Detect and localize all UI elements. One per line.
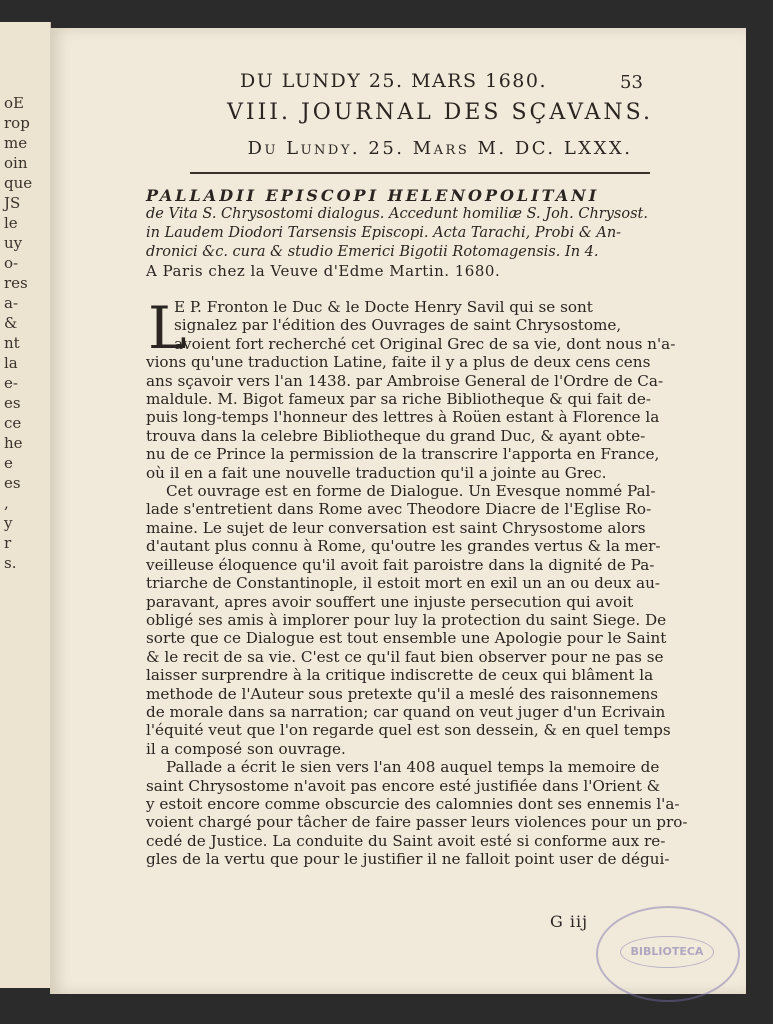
article-line: paravant, apres avoir souffert une injuste persecution qui avoit (146, 592, 634, 611)
article-line: avoient fort recherché cet Original Grec de sa vie, dont nous n'a- (174, 334, 676, 353)
prev-page-fragment: y (4, 514, 13, 532)
article-line: laisser surprendre à la critique indiscrette de ceux qui blâment la (146, 666, 654, 685)
book-title-line: dronici &c. cura & studio Emerici Bigotii Rotomagensis. In 4. (146, 244, 599, 260)
page-number: 53 (620, 72, 643, 93)
prev-page-fragment: me (4, 134, 28, 152)
prev-page-fragment: s. (4, 554, 17, 572)
prev-page-fragment: rop (4, 114, 30, 132)
article-line: d'autant plus connu à Rome, qu'outre les grandes vertus & la mer- (146, 537, 661, 556)
prev-page-fragment: es (4, 394, 21, 412)
book-page (50, 28, 746, 994)
prev-page-fragment: he (4, 434, 23, 452)
article-line: & le recit de sa vie. C'est ce qu'il faut bien observer pour ne pas se (146, 647, 664, 666)
article-line: Cet ouvrage est en forme de Dialogue. Un Evesque nommé Pal- (166, 482, 656, 501)
article-line: obligé ses amis à implorer pour luy la protection du saint Siege. De (146, 610, 667, 629)
prev-page-fragment: es (4, 474, 21, 492)
article-line: lade s'entretient dans Rome avec Theodore Diacre de l'Eglise Ro- (146, 500, 652, 519)
article-line: puis long-temps l'honneur des lettres à Roüen estant à Florence la (146, 408, 660, 427)
article-line: nu de ce Prince la permission de la transcrire l'apporta en France, (146, 445, 660, 464)
prev-page-fragment: o- (4, 254, 19, 272)
article-line: cedé de Justice. La conduite du Saint avoit esté si conforme aux re- (146, 831, 666, 850)
book-title-line: in Laudem Diodori Tarsensis Episcopi. Acta Tarachi, Probi & An- (146, 225, 622, 241)
signature-mark: G iij (550, 912, 589, 931)
article-line: il a composé son ouvrage. (146, 739, 346, 758)
book-title-line: PALLADII EPISCOPI HELENOPOLITANI (146, 186, 600, 205)
article-line: veilleuse éloquence qu'il avoit fait paroistre dans la dignité de Pa- (146, 555, 655, 574)
article-line: trouva dans la celebre Bibliotheque du grand Duc, & ayant obte- (146, 426, 646, 445)
prev-page-fragment: res (4, 274, 28, 292)
prev-page-fragment: & (4, 314, 18, 332)
article-line: maine. Le sujet de leur conversation est saint Chrysostome alors (146, 518, 646, 537)
article-line: où il en a fait une nouvelle traduction qu'il a jointe au Grec. (146, 463, 607, 482)
prev-page-fragment: que (4, 174, 33, 192)
running-title: DU LUNDY 25. MARS 1680. (240, 70, 548, 92)
article-line: y estoit encore comme obscurcie des calomnies dont ses ennemis l'a- (146, 794, 680, 813)
prev-page-fragment: le (4, 214, 18, 232)
article-line: E P. Fronton le Duc & le Docte Henry Savil qui se sont (174, 298, 593, 316)
article-line: saint Chrysostome n'avoit pas encore esté justifiée dans l'Orient & (146, 776, 661, 795)
prev-page-fragment: uy (4, 234, 23, 252)
prev-page-fragment: ce (4, 414, 22, 432)
book-title-line: de Vita S. Chrysostomi dialogus. Accedunt homiliæ S. Joh. Chrysost. (146, 206, 648, 222)
article-line: signalez par l'édition des Ouvrages de saint Chrysostome, (174, 316, 622, 335)
prev-page-fragment: , (4, 494, 9, 512)
prev-page-fragment: nt (4, 334, 20, 352)
article-line: l'équité veut que l'on regarde quel est son dessein, & en quel temps (146, 721, 671, 740)
previous-page-edge (0, 22, 51, 988)
prev-page-fragment: e- (4, 374, 18, 392)
prev-page-fragment: r (4, 534, 12, 552)
article-line: vions qu'une traduction Latine, faite il y a plus de deux cens cens (146, 353, 651, 372)
book-citation (146, 186, 726, 281)
journal-title: VIII. JOURNAL DES SÇAVANS. (227, 100, 653, 125)
article-line: Pallade a écrit le sien vers l'an 408 auquel temps la memoire de (166, 758, 660, 777)
article-line: sorte que ce Dialogue est tout ensemble une Apologie pour le Saint (146, 629, 667, 648)
drop-cap: L (148, 294, 187, 362)
book-publisher: A Paris chez la Veuve d'Edme Martin. 1680. (146, 262, 501, 280)
title-rule (190, 172, 650, 174)
prev-page-fragment: a- (4, 294, 19, 312)
article-line: de morale dans sa narration; car quand on veut juger d'un Ecrivain (146, 702, 666, 721)
article-line: triarche de Constantinople, il estoit mort en exil un an ou deux au- (146, 574, 661, 593)
issue-date: Du Lundy. 25. Mars M. DC. LXXX. (247, 138, 633, 159)
stamp-label: BIBLIOTECA (620, 936, 714, 968)
library-stamp (596, 906, 740, 1002)
prev-page-fragment: oin (4, 154, 28, 172)
article-line: ans sçavoir vers l'an 1438. par Ambroise General de l'Ordre de Ca- (146, 371, 664, 390)
prev-page-fragment: JS (4, 194, 21, 212)
article-line: gles de la vertu que pour le justifier il ne falloit point user de dégui- (146, 850, 670, 869)
article-body (146, 294, 688, 869)
prev-page-fragment: la (4, 354, 18, 372)
prev-page-fragment: e (4, 454, 13, 472)
article-line: voient chargé pour tâcher de faire passer leurs violences pour un pro- (146, 813, 688, 832)
prev-page-fragment: oE (4, 94, 24, 112)
article-line: maldule. M. Bigot fameux par sa riche Bibliotheque & qui fait de- (146, 390, 651, 409)
article-line: methode de l'Auteur sous pretexte qu'il a meslé des raisonnemens (146, 684, 659, 703)
